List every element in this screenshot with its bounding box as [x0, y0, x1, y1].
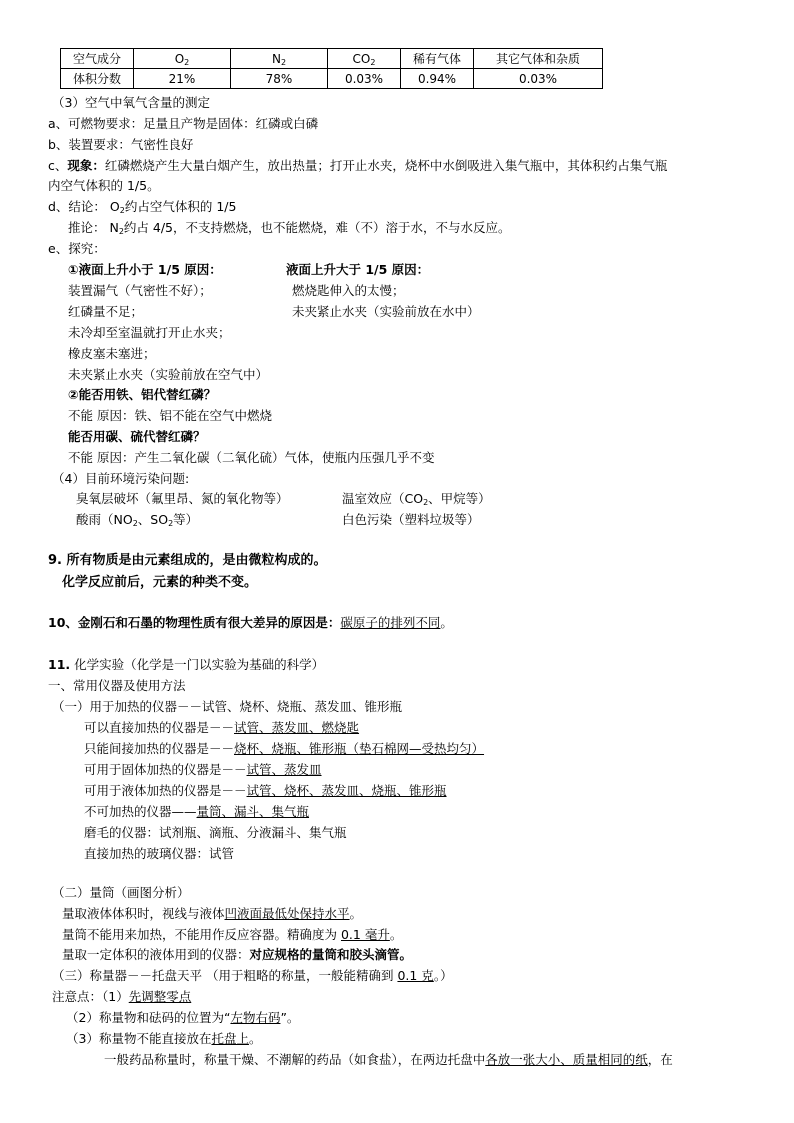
header-cell: 空气成分 — [61, 49, 134, 69]
list-item: 未夹紧止水夹（实验前放在水中） — [292, 304, 480, 319]
section-title: 11. 化学实验（化学是一门以实验为基础的科学） — [48, 657, 325, 672]
answer-underlined: 碳原子的排列不同 — [340, 615, 441, 630]
air-composition-table — [60, 48, 603, 89]
list-item: 酸雨（$NO_2$、$SO_2$等） — [76, 512, 199, 528]
subheading: （三）称量器－－托盘天平 （用于粗略的称量，一般能精确到 0.1 克。） — [52, 968, 453, 983]
list-item: 橡皮塞未塞进； — [68, 346, 156, 361]
text-line: 推论： $N_2$约占 4/5，不支持燃烧，也不能燃烧，难（不）溶于水，不与水反应。 — [68, 220, 511, 236]
header-cell: $N_2$ — [231, 49, 328, 69]
value-cell: 78% — [231, 69, 328, 89]
list-item: 白色污染（塑料垃圾等） — [342, 512, 480, 527]
header-cell: 其它气体和杂质 — [474, 49, 603, 69]
list-item: 未冷却至室温就打开止水夹； — [68, 325, 231, 340]
list-item: 燃烧匙伸入的太慢； — [292, 283, 405, 298]
subheading: ①液面上升小于 1/5 原因： — [68, 262, 222, 277]
question: ②能否用铁、铝代替红磷？ — [68, 387, 217, 402]
section-title: （4）目前环境污染问题: — [52, 471, 190, 486]
text-line: d、结论： $O_2$约占空气体积的 1/5 — [48, 199, 237, 215]
subheading: 一、常用仪器及使用方法 — [48, 678, 186, 693]
question: 能否用碳、硫代替红磷？ — [68, 429, 206, 444]
text-line: 磨毛的仪器：试剂瓶、滴瓶、分液漏斗、集气瓶 — [84, 825, 347, 840]
section-title: （3）空气中氧气含量的测定 — [52, 95, 210, 110]
text-line: 直接加热的玻璃仪器：试管 — [84, 846, 235, 861]
value-cell: 21% — [134, 69, 231, 89]
text-line: 可以直接加热的仪器是－－试管、蒸发皿、燃烧匙 — [84, 720, 360, 735]
text-line: （2）称量物和砝码的位置为“左物右码”。 — [66, 1010, 300, 1025]
header-cell: $CO_2$ — [328, 49, 401, 69]
text-line: 量筒不能用来加热，不能用作反应容器。精确度为 0.1 毫升。 — [62, 927, 403, 942]
value-cell: 0.03% — [474, 69, 603, 89]
text-line: b、装置要求：气密性良好 — [48, 137, 194, 152]
answer: 不能 原因：铁、铝不能在空气中燃烧 — [68, 408, 272, 423]
answer: 不能 原因：产生二氧化碳（二氧化硫）气体，使瓶内压强几乎不变 — [68, 450, 435, 465]
header-cell: $O_2$ — [134, 49, 231, 69]
text-line: 注意点：（1）先调整零点 — [52, 989, 192, 1004]
header-cell: 稀有气体 — [401, 49, 474, 69]
table-row — [61, 69, 603, 89]
subheading: 液面上升大于 1/5 原因： — [286, 262, 430, 277]
value-cell: 0.94% — [401, 69, 474, 89]
text-line: c、现象：红磷燃烧产生大量白烟产生，放出热量；打开止水夹，烧杯中水倒吸进入集气瓶中，其体积约占集气瓶 — [48, 158, 668, 173]
list-item: 温室效应（$CO_2$、甲烷等） — [342, 491, 491, 507]
text-line: 量取液体体积时，视线与液体凹液面最低处保持水平。 — [62, 906, 363, 921]
text-line: 可用于固体加热的仪器是－－试管、蒸发皿 — [84, 762, 322, 777]
subheading: （二）量筒（画图分析） — [52, 885, 190, 900]
text-line: a、可燃物要求：足量且产物是固体：红磷或白磷 — [48, 116, 319, 131]
text-line: 可用于液体加热的仪器是－－试管、烧杯、蒸发皿、烧瓶、锥形瓶 — [84, 783, 447, 798]
text-line: 不可加热的仪器——量筒、漏斗、集气瓶 — [84, 804, 310, 819]
row-label-cell: 体积分数 — [61, 69, 134, 89]
text-line: 10、金刚石和石墨的物理性质有很大差异的原因是：碳原子的排列不同。 — [48, 615, 453, 630]
text-line: 量取一定体积的液体用到的仪器：对应规格的量筒和胶头滴管。 — [62, 947, 413, 962]
subheading: （一）用于加热的仪器－－试管、烧杯、烧瓶、蒸发皿、锥形瓶 — [52, 699, 403, 714]
text-line: 只能间接加热的仪器是－－烧杯、烧瓶、锥形瓶（垫石棉网—受热均匀） — [84, 741, 485, 756]
list-item: 未夹紧止水夹（实验前放在空气中） — [68, 367, 269, 382]
text-line: （3）称量物不能直接放在托盘上。 — [66, 1031, 262, 1046]
table-header-row — [61, 49, 603, 69]
value-cell: 0.03% — [328, 69, 401, 89]
text-line: 化学反应前后，元素的种类不变。 — [62, 575, 258, 590]
list-item: 臭氧层破坏（氟里昂、氮的氧化物等） — [76, 491, 289, 506]
section-title: 9. 所有物质是由元素组成的，是由微粒构成的。 — [48, 553, 327, 568]
list-item: 装置漏气（气密性不好）； — [68, 283, 212, 298]
text-line: e、探究： — [48, 241, 106, 256]
text-line: 一般药品称量时，称量干燥、不潮解的药品（如食盐），在两边托盘中各放一张大小、质量相同的纸，在 — [104, 1052, 673, 1067]
list-item: 红磷量不足； — [68, 304, 144, 319]
text-line: 内空气体积的 1/5。 — [48, 178, 160, 193]
